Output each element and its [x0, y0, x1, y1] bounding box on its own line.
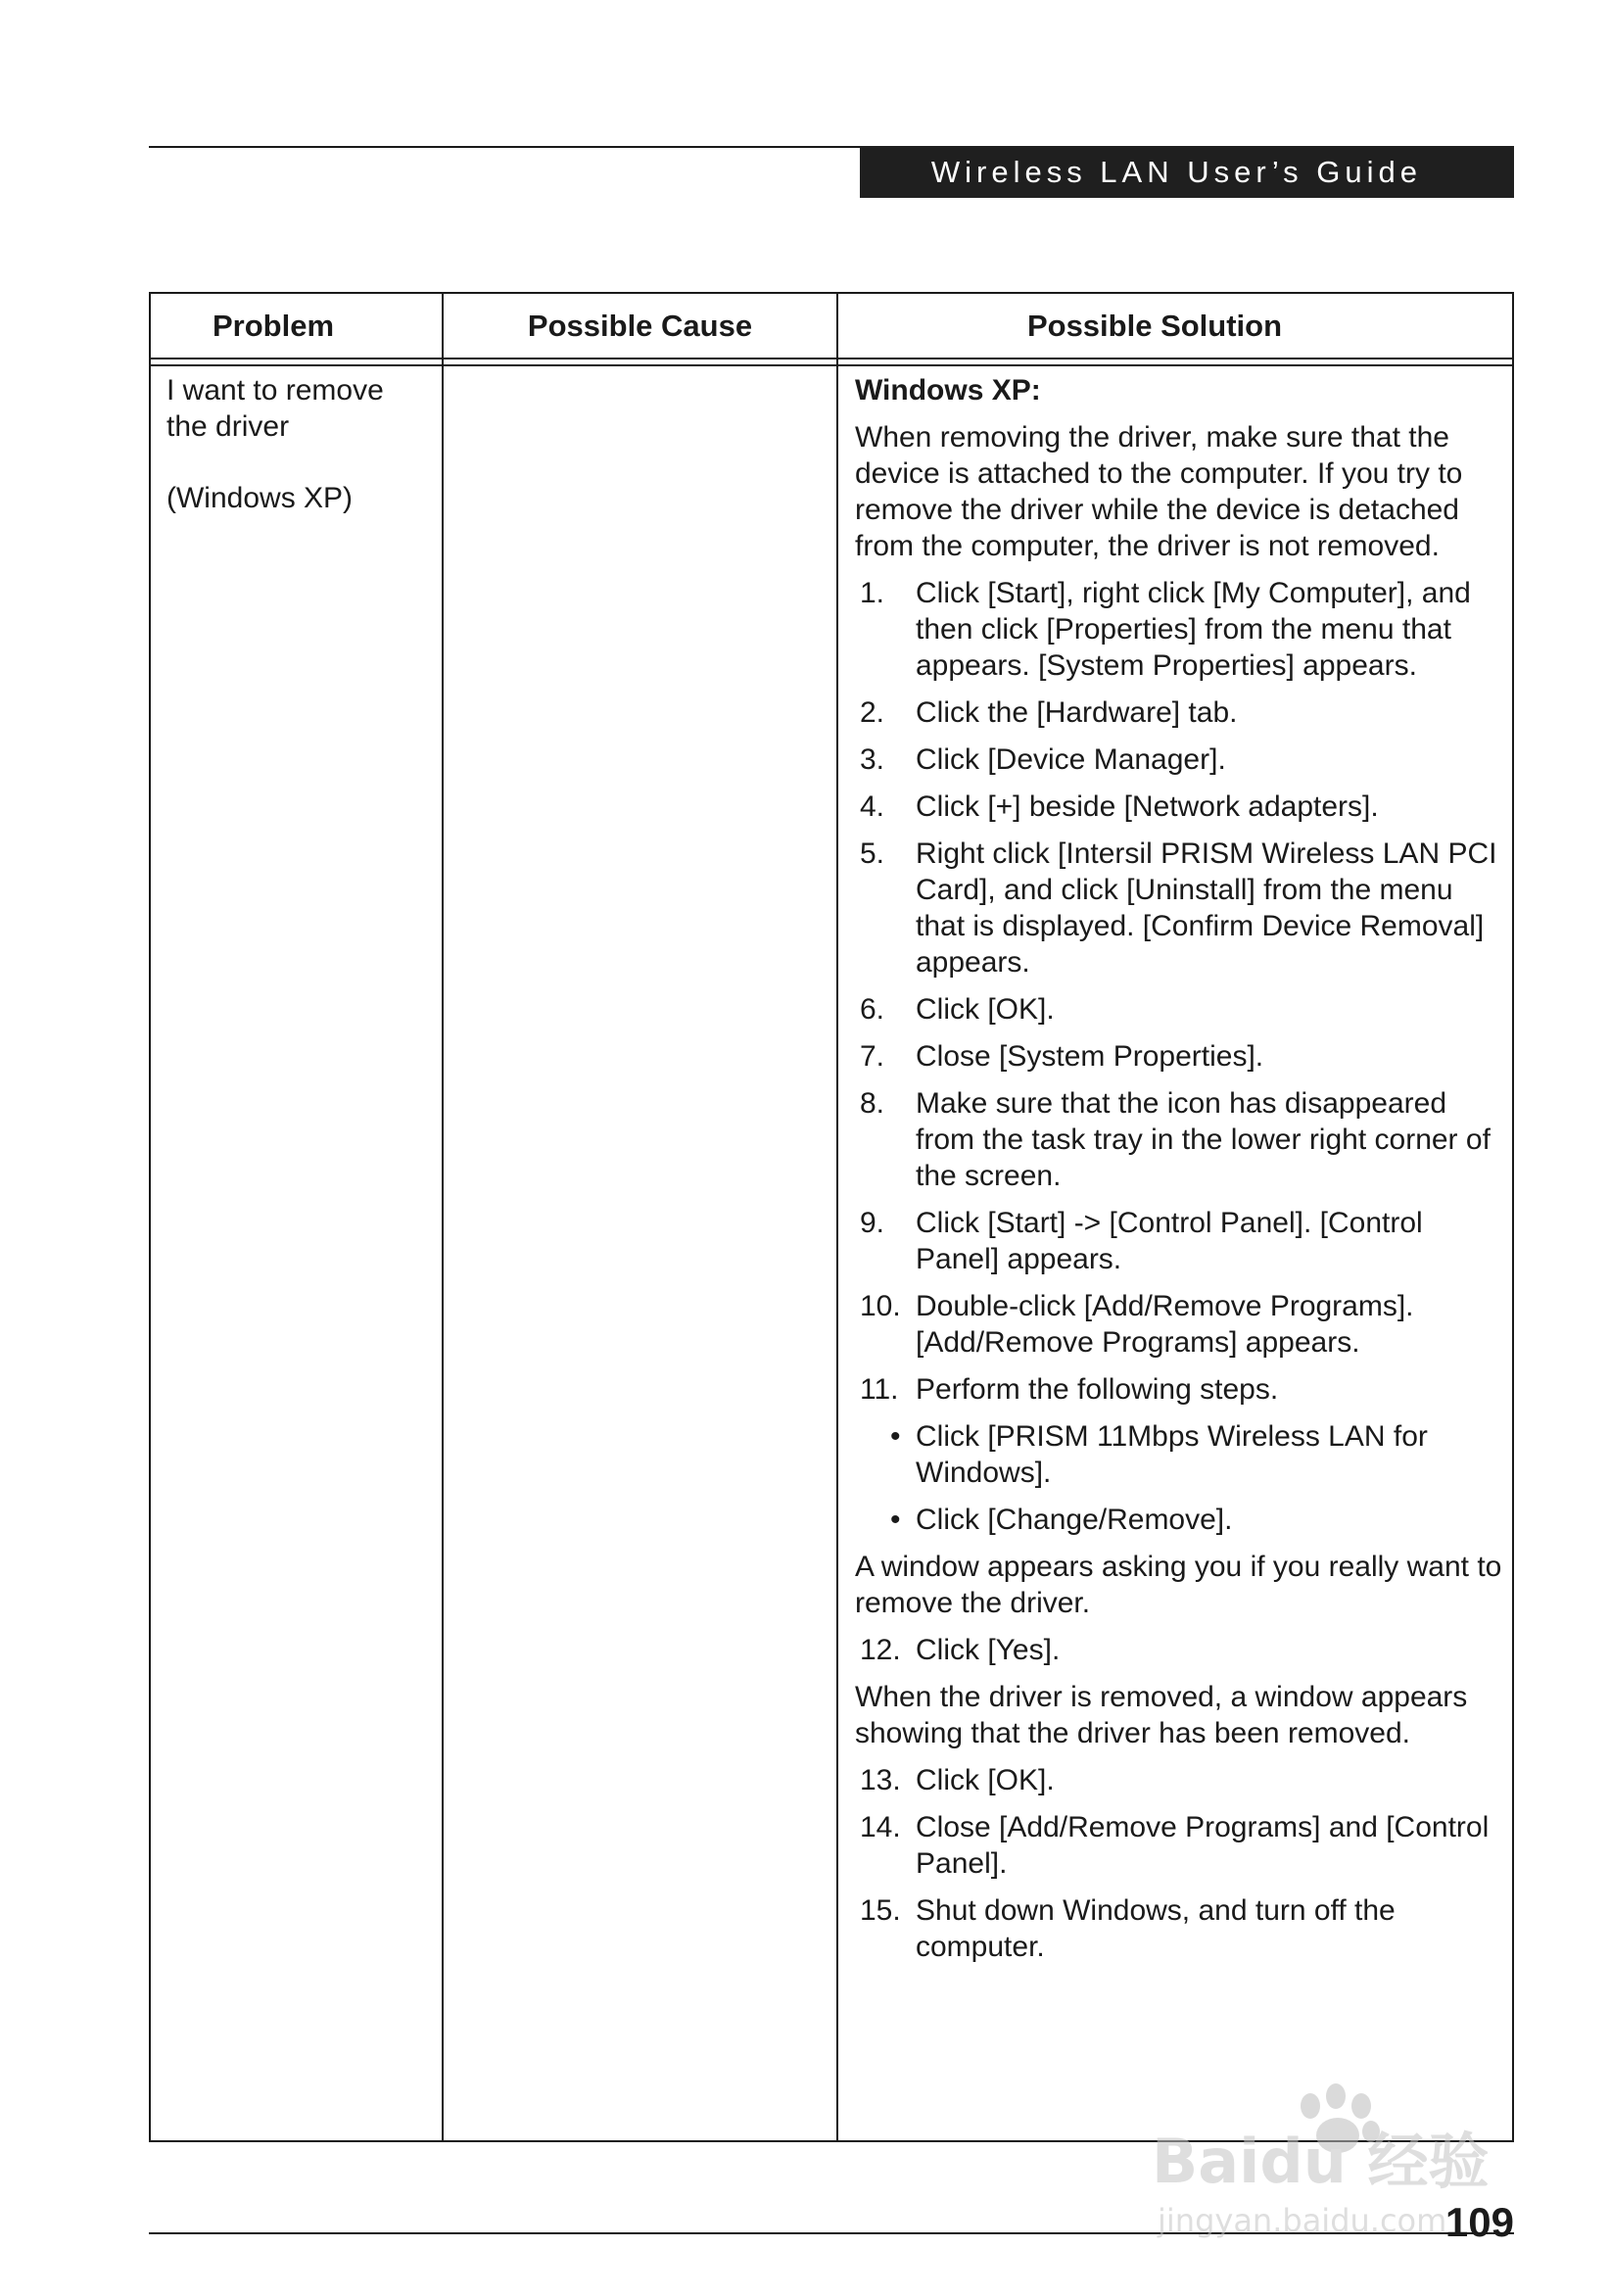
step-number: 4. [860, 790, 885, 823]
step-number: 6. [860, 993, 885, 1026]
column-header-cause: Possible Cause [527, 309, 753, 343]
bullet-item [855, 1502, 1506, 1538]
step-item [855, 1038, 1506, 1075]
step-item [855, 575, 1506, 684]
step-item [855, 991, 1506, 1028]
solution-intro: When removing the driver, make sure that the device is attached to the computer. If you try to remove the driver while the device is detached from the computer, the driver is not removed. [855, 421, 1463, 562]
step-number: 10. [860, 1290, 901, 1322]
step-item [855, 836, 1506, 981]
header-divider [151, 358, 1512, 359]
bullet-list [855, 1418, 1506, 1538]
step-number: 9. [860, 1207, 885, 1239]
step-text: Click [Yes]. [916, 1634, 1061, 1666]
step-number: 2. [860, 696, 885, 729]
step-item [855, 1205, 1506, 1277]
problem-cell [166, 372, 431, 516]
watermark-brand: Baidu 经验 [1152, 2126, 1490, 2197]
step-text: Click [Start] -> [Control Panel]. [Control Panel] appears. [916, 1207, 1423, 1275]
step-text: Click [Device Manager]. [916, 743, 1226, 776]
step-text: Click [Start], right click [My Computer], and then click [Properties] from the menu that appears. [System Properties] appears. [916, 577, 1471, 682]
step-text: Perform the following steps. [916, 1373, 1279, 1406]
step-item [855, 1371, 1506, 1408]
step-text: Make sure that the icon has disappeared from the task tray in the lower right corner of the screen. [916, 1087, 1491, 1192]
step-text: Close [Add/Remove Programs] and [Control Panel]. [916, 1811, 1490, 1880]
step-item [855, 694, 1506, 731]
removed-paragraph: When the driver is removed, a window appears showing that the driver has been removed. [855, 1681, 1468, 1749]
step-item [855, 789, 1506, 825]
solution-heading: Windows XP: [855, 374, 1041, 407]
step-item [855, 1892, 1506, 1965]
problem-os-note: (Windows XP) [166, 482, 354, 514]
column-divider [442, 294, 444, 2140]
step-number: 12. [860, 1634, 901, 1666]
step-text: Right click [Intersil PRISM Wireless LAN PCI Card], and click [Uninstall] from the menu that is displayed. [Confirm Device Removal] appears. [916, 837, 1497, 979]
page-number: 109 [1444, 2199, 1514, 2245]
step-text: Click [OK]. [916, 1764, 1055, 1796]
step-number: 7. [860, 1040, 885, 1073]
confirm-paragraph: A window appears asking you if you really want to remove the driver. [855, 1551, 1502, 1619]
bullet-text: Click [Change/Remove]. [916, 1504, 1233, 1536]
bullet-item [855, 1418, 1506, 1491]
step-number: 8. [860, 1087, 885, 1120]
step-item [855, 1762, 1506, 1798]
step-text: Shut down Windows, and turn off the computer. [916, 1894, 1396, 1963]
step-number: 1. [860, 577, 885, 609]
step-number: 11. [860, 1373, 899, 1406]
step-item [855, 741, 1506, 778]
step-number: 14. [860, 1811, 901, 1843]
step-item [855, 1085, 1506, 1194]
problem-text-line: the driver [166, 410, 290, 443]
header-rule [149, 146, 860, 148]
step-text: Click [+] beside [Network adapters]. [916, 790, 1379, 823]
step-number: 13. [860, 1764, 901, 1796]
step-list [855, 575, 1506, 1408]
step-item [855, 1288, 1506, 1361]
guide-title-banner: Wireless LAN User’s Guide [860, 146, 1514, 198]
watermark-url: jingyan.baidu.com [1158, 2202, 1447, 2239]
step-number: 5. [860, 837, 885, 870]
step-list [855, 1762, 1506, 1965]
step-number: 15. [860, 1894, 901, 1927]
troubleshooting-table [149, 292, 1514, 2142]
step-item [855, 1632, 1506, 1668]
column-header-solution: Possible Solution [1026, 309, 1283, 343]
solution-cell [855, 372, 1506, 1976]
step-text: Click the [Hardware] tab. [916, 696, 1238, 729]
bullet-icon: • [890, 1420, 901, 1453]
bullet-icon: • [890, 1504, 901, 1536]
problem-text-line: I want to remove [166, 374, 384, 407]
step-number: 3. [860, 743, 885, 776]
column-divider [836, 294, 838, 2140]
column-header-problem: Problem [212, 309, 335, 343]
bullet-text: Click [PRISM 11Mbps Wireless LAN for Windows]. [916, 1420, 1428, 1489]
step-text: Close [System Properties]. [916, 1040, 1264, 1073]
step-text: Double-click [Add/Remove Programs]. [Add/Remove Programs] appears. [916, 1290, 1414, 1359]
header-divider [151, 364, 1512, 366]
step-item [855, 1809, 1506, 1882]
step-text: Click [OK]. [916, 993, 1055, 1026]
